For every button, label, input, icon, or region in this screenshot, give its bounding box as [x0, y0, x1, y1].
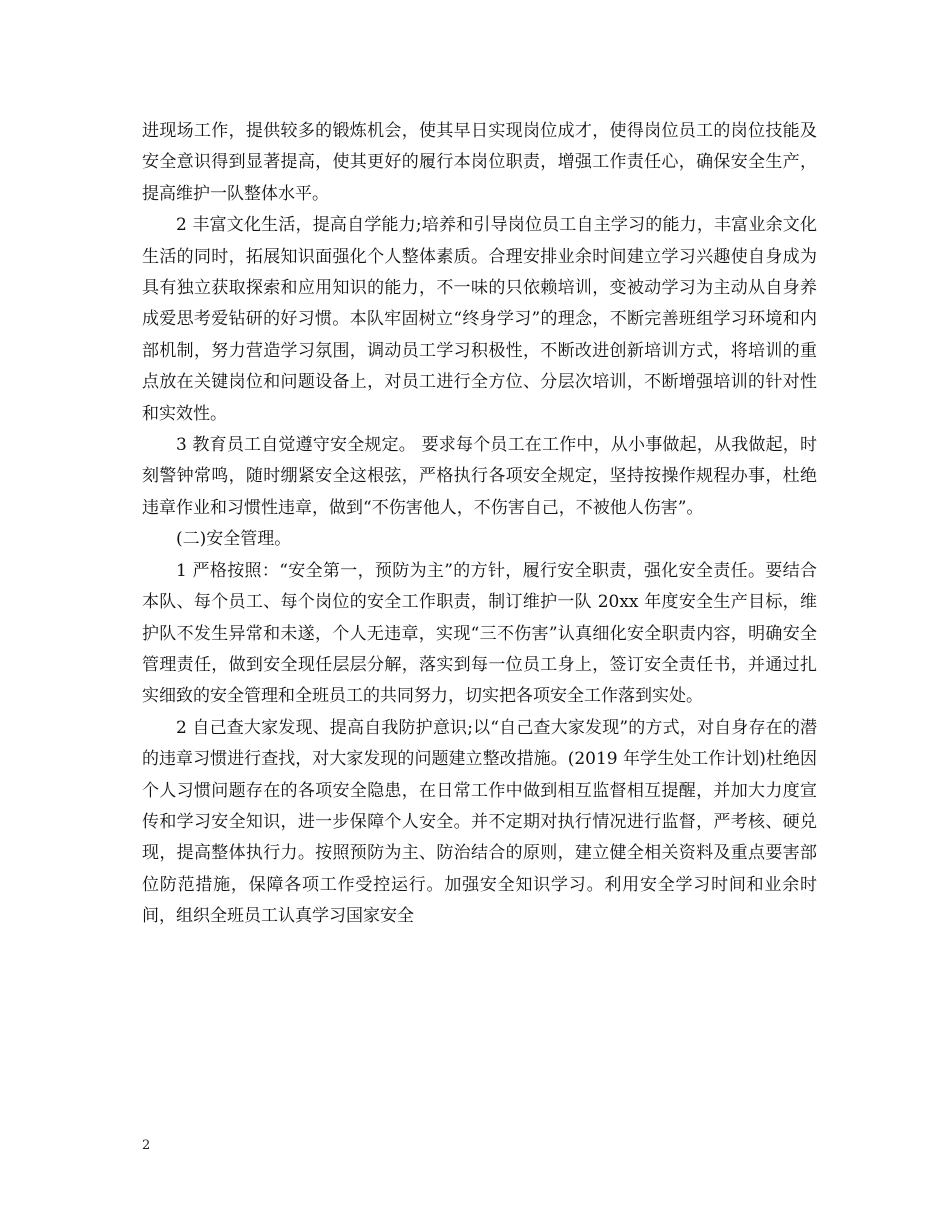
paragraph-safety-policy: 1 严格按照：“安全第一，预防为主”的方针，履行安全职责，强化安全责任。要结合本队、每个员工、每个岗位的安全工作职责，制订维护一队 20xx 年度安全生产目标，维护队不发生异常和未遂，个人无违章，实现“三不伤害”认真细化安全职责内容，明确安全管理责任，做到安全现任层层分解，落实到每一位员工身上，签订安全责任书，并通过扎实细致的安全管理和全班员工的共同努力，切实把各项安全工作落到实处。: [142, 560, 817, 707]
paragraph-safety-rules: 3 教育员工自觉遵守安全规定。 要求每个员工在工作中，从小事做起，从我做起，时刻警钟常鸣，随时绷紧安全这根弦，严格执行各项安全规定，坚持按操作规程办事，杜绝违章作业和习惯性违章，做到“不伤害他人，不伤害自己，不被他人伤害”。: [142, 435, 817, 518]
paragraph-continuation: 进现场工作，提供较多的锻炼机会，使其早日实现岗位成才，使得岗位员工的岗位技能及安全意识得到显著提高，使其更好的履行本岗位职责，增强工作责任心，确保安全生产，提高维护一队整体水平。: [142, 121, 817, 204]
paragraph-self-inspection: 2 自己查大家发现、提高自我防护意识;以“自己查大家发现”的方式，对自身存在的潜的违章习惯进行查找，对大家发现的问题建立整改措施。(2019 年学生处工作计划)杜绝因个人习惯问题存在的各项安全隐患，在日常工作中做到相互监督相互提醒，并加大力度宣传和学习安全知识，进一步保障个人安全。并不定期对执行情况进行监督，严考核、硬兑现，提高整体执行力。按照预防为主、防治结合的原则，建立健全相关资料及重点要害部位防范措施，保障各项工作受控运行。加强安全知识学习。利用安全学习时间和业余时间，组织全班员工认真学习国家安全: [142, 717, 817, 927]
document-body: [142, 116, 817, 933]
page-number: 2: [142, 1138, 151, 1153]
section-heading-safety-management: (二)安全管理。: [176, 529, 292, 550]
paragraph-culture-life: 2 丰富文化生活，提高自学能力;培养和引导岗位员工自主学习的能力，丰富业余文化生活的同时，拓展知识面强化个人整体素质。合理安排业余时间建立学习兴趣使自身成为具有独立获取探索和应用知识的能力，不一味的只依赖培训，变被动学习为主动从自身养成爱思考爱钻研的好习惯。本队牢固树立“终身学习”的理念，不断完善班组学习环境和内部机制，努力营造学习氛围，调动员工学习积极性，不断改进创新培训方式，将培训的重点放在关键岗位和问题设备上，对员工进行全方位、分层次培训，不断增强培训的针对性和实效性。: [142, 215, 817, 424]
